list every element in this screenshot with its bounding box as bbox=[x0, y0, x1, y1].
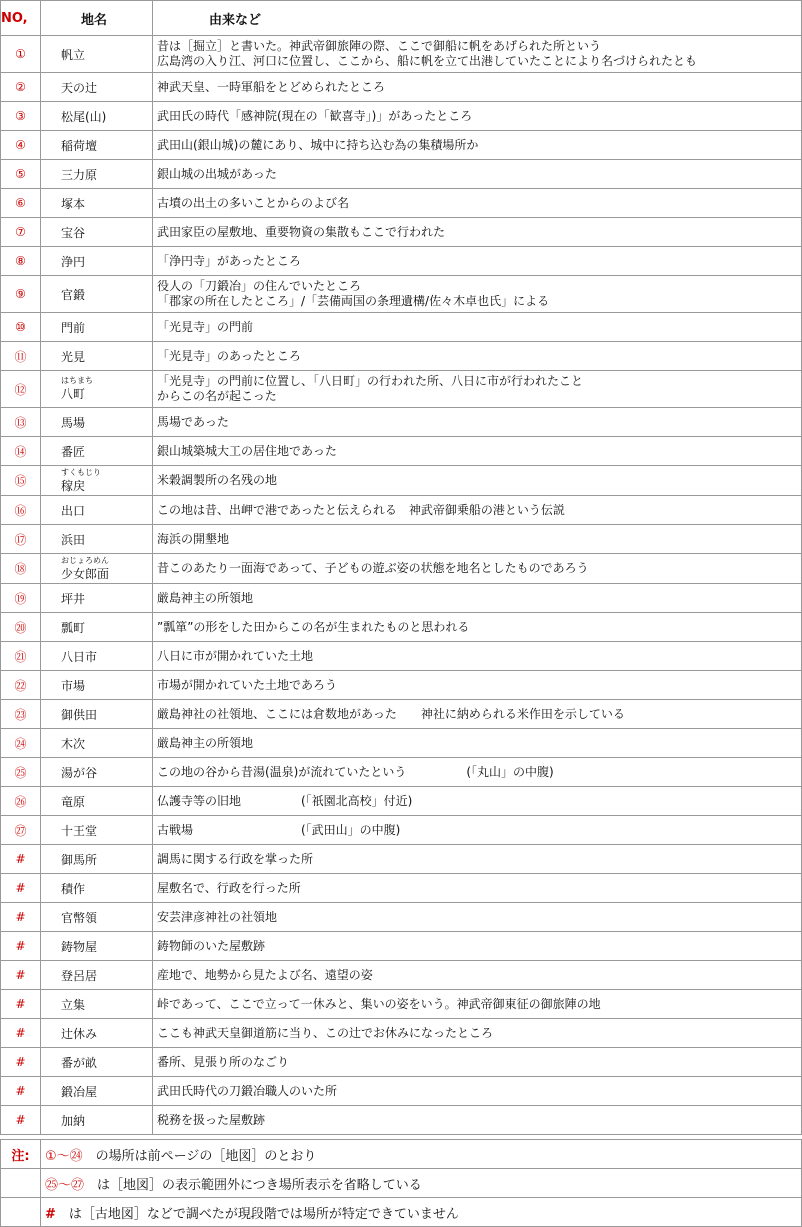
place-name-cell bbox=[41, 584, 153, 613]
row-number: ㉖ bbox=[1, 787, 41, 816]
row-number: ⑥ bbox=[1, 189, 41, 218]
origin-cell bbox=[153, 1106, 802, 1135]
place-name: 帆立 bbox=[61, 47, 86, 62]
table-row bbox=[1, 932, 802, 961]
table-row bbox=[1, 1106, 802, 1135]
table-row bbox=[1, 700, 802, 729]
origin-cell bbox=[153, 496, 802, 525]
place-name: 稲荷壇 bbox=[61, 138, 98, 153]
table-row bbox=[1, 584, 802, 613]
place-name-cell bbox=[41, 554, 153, 584]
origin-line: 峠であって、ここで立って一休みと、集いの姿をいう。神武帝御東征の御旅陣の地 bbox=[157, 996, 601, 1011]
row-number: ⑯ bbox=[1, 496, 41, 525]
table-row bbox=[1, 758, 802, 787]
place-name: 浜田 bbox=[61, 532, 86, 547]
origin-cell bbox=[153, 874, 802, 903]
place-name: 立集 bbox=[61, 997, 86, 1012]
row-number: ㉗ bbox=[1, 816, 41, 845]
table-body bbox=[1, 36, 802, 1135]
row-number: # bbox=[1, 874, 41, 903]
table-row bbox=[1, 313, 802, 342]
place-name: 十王堂 bbox=[61, 823, 98, 838]
table-row bbox=[1, 1019, 802, 1048]
place-name-cell bbox=[41, 408, 153, 437]
place-name: 八日市 bbox=[61, 649, 98, 664]
place-name-cell bbox=[41, 845, 153, 874]
table-row bbox=[1, 408, 802, 437]
table-row bbox=[1, 189, 802, 218]
place-name-cell bbox=[41, 466, 153, 496]
place-name: 登呂居 bbox=[61, 968, 98, 983]
note-text: は［古地図］などで調べたが現段階では場所が特定できていません bbox=[68, 1206, 459, 1222]
origin-cell bbox=[153, 160, 802, 189]
place-name: 加納 bbox=[61, 1113, 86, 1128]
place-name: 宝谷 bbox=[61, 225, 86, 240]
origin-cell bbox=[153, 1077, 802, 1106]
table-row bbox=[1, 131, 802, 160]
place-name-cell bbox=[41, 1019, 153, 1048]
place-name: 番が畝 bbox=[61, 1055, 98, 1070]
table-row bbox=[1, 276, 802, 313]
origin-cell bbox=[153, 437, 802, 466]
origin-line: 鋳物師のいた屋敷跡 bbox=[157, 938, 266, 953]
origin-line: 八日に市が開かれていた土地 bbox=[157, 648, 314, 663]
table-row bbox=[1, 218, 802, 247]
place-name-cell bbox=[41, 160, 153, 189]
row-number: # bbox=[1, 932, 41, 961]
place-name: 天の辻 bbox=[61, 80, 98, 95]
origin-line: 古戦場 (「武田山」の中腹) bbox=[157, 822, 401, 837]
origin-cell bbox=[153, 276, 802, 313]
table-row bbox=[1, 671, 802, 700]
place-name-cell bbox=[41, 247, 153, 276]
table-row bbox=[1, 816, 802, 845]
origin-cell bbox=[153, 903, 802, 932]
origin-cell bbox=[153, 554, 802, 584]
origin-line: 広島湾の入り江、河口に位置し、ここから、船に帆を立て出港していたことにより名づけられたとも bbox=[157, 54, 698, 68]
row-number: ④ bbox=[1, 131, 41, 160]
row-number: ⑰ bbox=[1, 525, 41, 554]
origin-cell bbox=[153, 247, 802, 276]
place-name: 稼戻 bbox=[61, 478, 86, 493]
place-name-cell bbox=[41, 874, 153, 903]
table-row bbox=[1, 466, 802, 496]
place-name: 少女郎面 bbox=[61, 566, 110, 581]
place-name-cell bbox=[41, 990, 153, 1019]
notes-label: 注: bbox=[1, 1140, 41, 1169]
origin-cell bbox=[153, 73, 802, 102]
place-name-cell bbox=[41, 961, 153, 990]
header-origin: 由来など bbox=[153, 1, 802, 36]
origin-cell bbox=[153, 700, 802, 729]
place-name-cell bbox=[41, 903, 153, 932]
origin-line: 馬場であった bbox=[157, 414, 229, 429]
place-name: 御供田 bbox=[61, 707, 98, 722]
origin-line: 市場が開かれていた土地であろう bbox=[157, 677, 338, 692]
origin-cell bbox=[153, 584, 802, 613]
origin-line: 屋敷名で、行政を行った所 bbox=[157, 880, 301, 895]
row-number: # bbox=[1, 903, 41, 932]
origin-cell bbox=[153, 1019, 802, 1048]
row-number: ⑳ bbox=[1, 613, 41, 642]
origin-cell bbox=[153, 990, 802, 1019]
origin-line: 調馬に関する行政を掌った所 bbox=[157, 851, 314, 866]
row-number: ⑨ bbox=[1, 276, 41, 313]
place-name: 門前 bbox=[61, 320, 86, 335]
table-row bbox=[1, 1048, 802, 1077]
table-row bbox=[1, 437, 802, 466]
place-name-cell bbox=[41, 218, 153, 247]
place-name-cell bbox=[41, 613, 153, 642]
row-number: # bbox=[1, 845, 41, 874]
table-row bbox=[1, 1077, 802, 1106]
place-name-cell bbox=[41, 816, 153, 845]
origin-line: 昔は［掘立］と書いた。神武帝御旅陣の際、ここで御船に帆をあげられた所という bbox=[157, 39, 602, 53]
place-name-reading: おじょろめん bbox=[61, 555, 109, 565]
place-name-cell bbox=[41, 642, 153, 671]
note-text: は［地図］の表示範囲外につき場所表示を省略している bbox=[97, 1177, 422, 1193]
table-row bbox=[1, 496, 802, 525]
place-name: 積作 bbox=[61, 881, 86, 896]
place-name: 鍛冶屋 bbox=[61, 1084, 98, 1099]
origin-line: ここも神武天皇御道筋に当り、この辻でお休みになったところ bbox=[157, 1025, 494, 1040]
row-number: ⑭ bbox=[1, 437, 41, 466]
origin-cell bbox=[153, 1048, 802, 1077]
row-number: ㉕ bbox=[1, 758, 41, 787]
note-line-1 bbox=[41, 1140, 802, 1169]
row-number: # bbox=[1, 990, 41, 1019]
origin-cell bbox=[153, 787, 802, 816]
row-number: ㉓ bbox=[1, 700, 41, 729]
row-number: ⑧ bbox=[1, 247, 41, 276]
table-row bbox=[1, 787, 802, 816]
origin-line: 仏護寺等の旧地 (「祇園北高校」付近) bbox=[157, 793, 413, 808]
row-number: ⑮ bbox=[1, 466, 41, 496]
header-name: 地名 bbox=[41, 1, 153, 36]
place-name: 市場 bbox=[61, 678, 86, 693]
place-name: 坪井 bbox=[61, 591, 86, 606]
note-line-2 bbox=[41, 1169, 802, 1198]
place-name-cell bbox=[41, 36, 153, 73]
note-mark: # bbox=[45, 1206, 56, 1222]
origin-line: この地は昔、出岬で港であったと伝えられる 神武帝御乗船の港という伝説 bbox=[157, 502, 565, 517]
origin-line: 武田氏の時代「感神院(現在の「歓喜寺」)」があったところ bbox=[157, 108, 473, 123]
origin-line: 米穀調製所の名残の地 bbox=[157, 473, 278, 487]
table-row bbox=[1, 342, 802, 371]
place-name: 竜原 bbox=[61, 794, 86, 809]
place-name-cell bbox=[41, 371, 153, 408]
origin-line: 厳島神主の所領地 bbox=[157, 590, 254, 605]
table-row bbox=[1, 73, 802, 102]
place-name-cell bbox=[41, 342, 153, 371]
place-name-cell bbox=[41, 313, 153, 342]
row-number: ⑱ bbox=[1, 554, 41, 584]
place-name: 木次 bbox=[61, 736, 86, 751]
origin-cell bbox=[153, 371, 802, 408]
place-name: 官鍛 bbox=[61, 287, 86, 302]
origin-cell bbox=[153, 466, 802, 496]
note-line-3 bbox=[41, 1198, 802, 1227]
place-name-cell bbox=[41, 437, 153, 466]
table-row bbox=[1, 903, 802, 932]
row-number: ⑲ bbox=[1, 584, 41, 613]
row-number: ① bbox=[1, 36, 41, 73]
origin-cell bbox=[153, 525, 802, 554]
origin-line: 海浜の開墾地 bbox=[157, 531, 230, 546]
origin-cell bbox=[153, 131, 802, 160]
row-number: ⑫ bbox=[1, 371, 41, 408]
origin-line: 産地で、地勢から見たよび名、遠望の姿 bbox=[157, 967, 373, 982]
origin-line: 厳島神社の社領地、ここには倉数地があった 神社に納められる米作田を示している bbox=[157, 706, 625, 721]
place-name-cell bbox=[41, 73, 153, 102]
note-text: の場所は前ページの［地図］のとおり bbox=[95, 1148, 317, 1164]
place-name-cell bbox=[41, 276, 153, 313]
origin-cell bbox=[153, 218, 802, 247]
origin-line: 「浄円寺」があったところ bbox=[157, 253, 301, 268]
place-name-cell bbox=[41, 671, 153, 700]
table-row bbox=[1, 371, 802, 408]
table-row bbox=[1, 642, 802, 671]
place-name-cell bbox=[41, 1106, 153, 1135]
row-number: ㉔ bbox=[1, 729, 41, 758]
note-mark: ①～㉔ bbox=[45, 1148, 83, 1164]
table-row bbox=[1, 102, 802, 131]
origin-cell bbox=[153, 189, 802, 218]
origin-cell bbox=[153, 729, 802, 758]
origin-line: 武田家臣の屋敷地、重要物資の集散もここで行われた bbox=[157, 224, 446, 239]
place-name: 鋳物屋 bbox=[61, 939, 98, 954]
origin-line: 番所、見張り所のなごり bbox=[157, 1054, 290, 1069]
place-name-reading: はちまち bbox=[61, 376, 93, 385]
origin-line: 神武天皇、一時軍船をとどめられたところ bbox=[157, 79, 386, 94]
origin-cell bbox=[153, 36, 802, 73]
place-name-cell bbox=[41, 102, 153, 131]
place-name-cell bbox=[41, 932, 153, 961]
table-row bbox=[1, 554, 802, 584]
place-name-cell bbox=[41, 700, 153, 729]
place-name: 浄円 bbox=[61, 254, 86, 269]
place-name-cell bbox=[41, 189, 153, 218]
row-number: # bbox=[1, 961, 41, 990]
origin-line: 武田氏時代の刀鍛冶職人のいた所 bbox=[157, 1083, 338, 1098]
origin-line: 武田山(銀山城)の麓にあり、城中に持ち込む為の集積場所か bbox=[157, 137, 479, 152]
origin-line: ”瓢箪”の形をした田からこの名が生まれたものと思われる bbox=[157, 619, 470, 634]
place-name-cell bbox=[41, 1048, 153, 1077]
origin-line: 古墳の出土の多いことからのよび名 bbox=[157, 195, 350, 210]
row-number: ⑩ bbox=[1, 313, 41, 342]
origin-cell bbox=[153, 313, 802, 342]
place-name: 御馬所 bbox=[61, 852, 98, 867]
row-number: ㉑ bbox=[1, 642, 41, 671]
origin-cell bbox=[153, 816, 802, 845]
note-row bbox=[1, 1169, 802, 1198]
origin-cell bbox=[153, 845, 802, 874]
note-row bbox=[1, 1198, 802, 1227]
place-name-cell bbox=[41, 525, 153, 554]
origin-line: 昔このあたり一面海であって、子どもの遊ぶ姿の状態を地名としたものであろう bbox=[157, 561, 589, 575]
table-row bbox=[1, 845, 802, 874]
row-number: # bbox=[1, 1077, 41, 1106]
place-name: 出口 bbox=[61, 503, 86, 518]
origin-line: 役人の「刀鍛冶」の住んでいたところ bbox=[157, 279, 362, 293]
origin-line: この地の谷から昔湯(温泉)が流れていたという (「丸山」の中腹) bbox=[157, 764, 554, 779]
place-name-cell bbox=[41, 131, 153, 160]
place-name-cell bbox=[41, 1077, 153, 1106]
origin-line: 厳島神主の所領地 bbox=[157, 735, 254, 750]
origin-line: 安芸津彦神社の社領地 bbox=[157, 909, 278, 924]
origin-line: 税務を扱った屋敷跡 bbox=[157, 1112, 266, 1127]
place-name: 光見 bbox=[61, 349, 86, 364]
origin-cell bbox=[153, 671, 802, 700]
table-row bbox=[1, 729, 802, 758]
row-number: ③ bbox=[1, 102, 41, 131]
table-row bbox=[1, 247, 802, 276]
table-header-row bbox=[1, 1, 802, 36]
row-number: ⑤ bbox=[1, 160, 41, 189]
origin-cell bbox=[153, 932, 802, 961]
table-row bbox=[1, 874, 802, 903]
place-name: 湯が谷 bbox=[61, 765, 98, 780]
table-row bbox=[1, 36, 802, 73]
place-name: 松尾(山) bbox=[61, 109, 107, 124]
place-name-cell bbox=[41, 758, 153, 787]
note-row bbox=[1, 1140, 802, 1169]
place-name: 三力原 bbox=[61, 167, 98, 182]
row-number: ⑪ bbox=[1, 342, 41, 371]
origin-line: 「光見寺」のあったところ bbox=[157, 348, 301, 363]
place-name: 八町 bbox=[61, 387, 86, 401]
row-number: ② bbox=[1, 73, 41, 102]
table-row bbox=[1, 990, 802, 1019]
origin-line: 「光見寺」の門前 bbox=[157, 319, 254, 334]
row-number: ⑬ bbox=[1, 408, 41, 437]
note-mark: ㉕～㉗ bbox=[45, 1177, 85, 1193]
origin-line: 「郡家の所在したところ」/「芸備両国の条理遺構/佐々木卓也氏」による bbox=[157, 294, 550, 308]
note-spacer bbox=[1, 1169, 41, 1198]
origin-line: からこの名が起こった bbox=[157, 389, 277, 403]
place-name: 塚本 bbox=[61, 196, 86, 211]
row-number: ⑦ bbox=[1, 218, 41, 247]
place-name-cell bbox=[41, 787, 153, 816]
place-name: 瓢町 bbox=[61, 620, 86, 635]
notes-table bbox=[0, 1139, 802, 1227]
origin-cell bbox=[153, 758, 802, 787]
header-no: NO, bbox=[1, 1, 41, 36]
place-name: 番匠 bbox=[61, 444, 86, 459]
table-row bbox=[1, 961, 802, 990]
row-number: ㉒ bbox=[1, 671, 41, 700]
origin-cell bbox=[153, 642, 802, 671]
place-name: 馬場 bbox=[61, 415, 86, 430]
row-number: # bbox=[1, 1019, 41, 1048]
place-name-reading: すくもじり bbox=[61, 467, 101, 477]
place-name-cell bbox=[41, 496, 153, 525]
table-row bbox=[1, 613, 802, 642]
origin-cell bbox=[153, 342, 802, 371]
origin-cell bbox=[153, 102, 802, 131]
origin-line: 銀山城の出城があった bbox=[157, 166, 277, 181]
place-name: 辻休み bbox=[61, 1026, 98, 1041]
origin-line: 銀山城築城大工の居住地であった bbox=[157, 443, 337, 458]
table-row bbox=[1, 525, 802, 554]
origin-cell bbox=[153, 408, 802, 437]
origin-cell bbox=[153, 961, 802, 990]
place-name: 官幣領 bbox=[61, 910, 98, 925]
note-spacer bbox=[1, 1198, 41, 1227]
origin-line: 「光見寺」の門前に位置し、「八日町」の行われた所、八日に市が行われたこと bbox=[157, 374, 584, 388]
row-number: # bbox=[1, 1048, 41, 1077]
row-number: # bbox=[1, 1106, 41, 1135]
table-row bbox=[1, 160, 802, 189]
place-name-cell bbox=[41, 729, 153, 758]
origin-cell bbox=[153, 613, 802, 642]
